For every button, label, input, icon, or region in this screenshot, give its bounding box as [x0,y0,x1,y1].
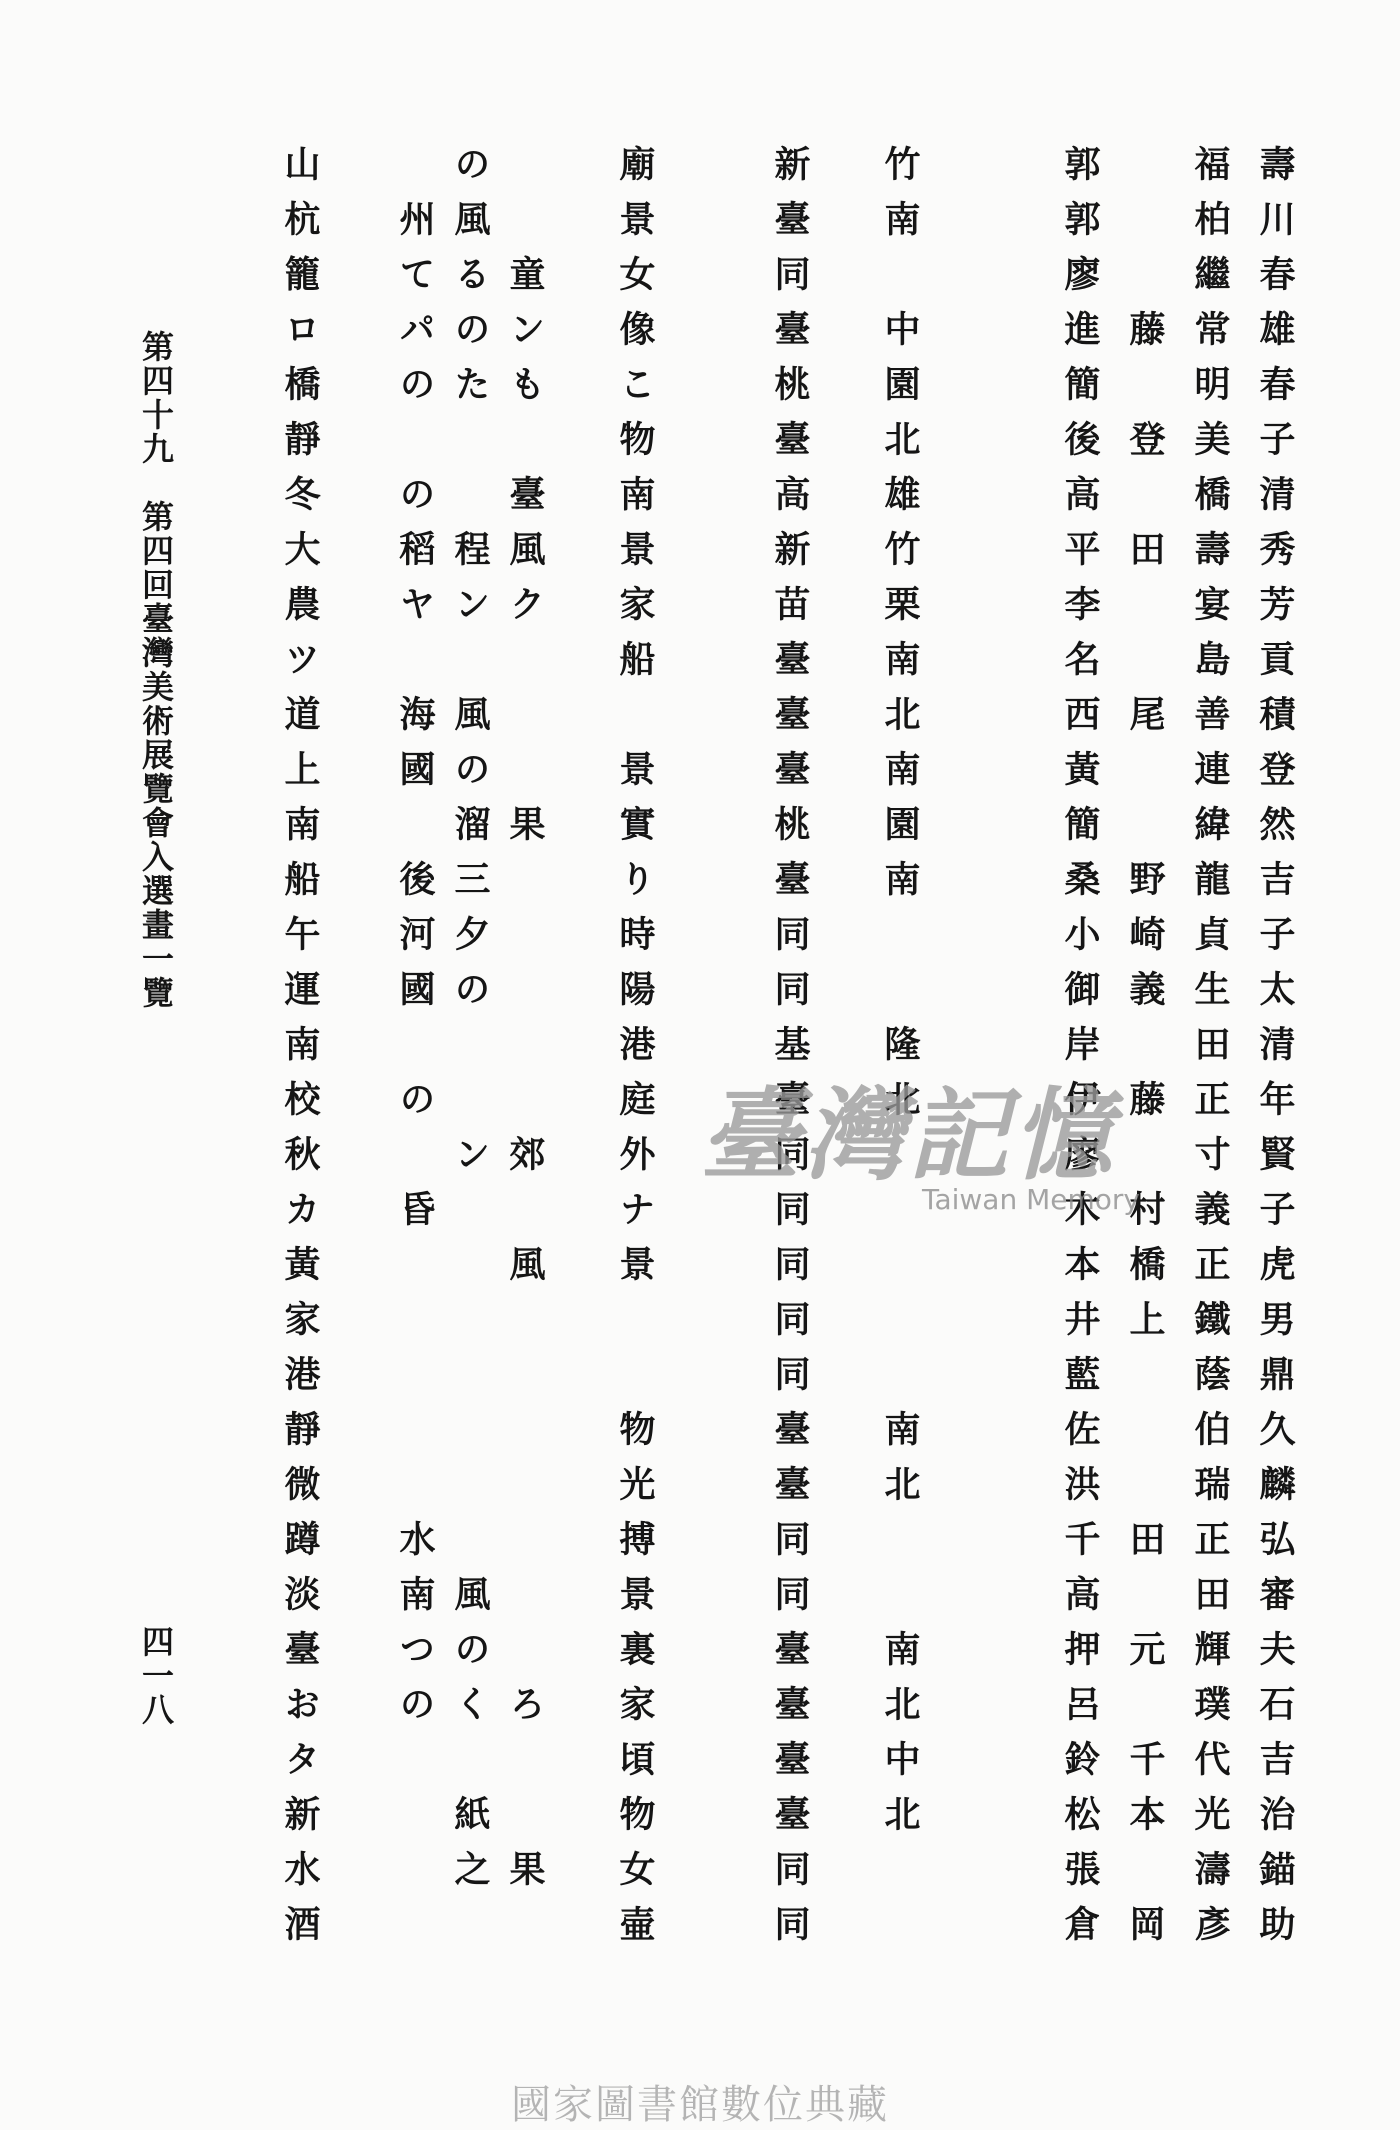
page-number: 四一八 [137,1625,175,1727]
artist-column-2: 福柏繼常明美橋壽宴島善連緯龍貞生田正寸義正鐵蔭伯瑞正田輝璞代光濤彥 [1189,145,1231,1960]
title-column-2: 童ンも 臺風ク 果 郊 風 ろ 果 [504,145,546,2015]
title-column-5: 山杭籠ロ橋靜冬大農ツ道上南船午運南校秋カ黃家港靜微蹲淡臺おタ新水酒 [279,145,321,1960]
region-column-1: 竹南 中園北雄竹栗南北南園南 隆北 南北 南北中北 [879,145,921,1960]
artist-column-1: 壽川春雄春子清秀芳貢積登然吉子太清年賢子虎男鼎久麟弘審夫石吉治錨助 [1254,145,1296,1960]
artist-column-4: 郭郭廖進簡後高平李名西黃簡桑小御岸伊廖木本井藍佐洪千高押呂鈴松張倉 [1059,145,1101,1960]
page-header: 第四十九 第四回臺灣美術展覽會入選畫一覽 [137,330,175,1010]
title-column-1: 廟景女像こ物南景家船 景實り時陽港庭外ナ景 物光搏景裏家頃物女壷 [614,145,656,1960]
watermark-chinese: 臺灣記憶 [700,1076,1116,1194]
title-column-3: の風るのた 程ン 風の溜三夕の ン 風のく 紙之 [449,145,491,1905]
library-footer: 國家圖書館數位典藏 [511,2082,889,2128]
artist-column-3: 藤 登 田 尾 野崎義 藤 村橋上 田 元 千本 岡 [1124,145,1166,1960]
watermark-english: Taiwan Memory [922,1183,1140,1216]
title-column-4: 州てパの の稻ヤ 海國 後河國 の 昏 水南つの [394,145,436,1740]
region-column-2: 新臺同臺桃臺高新苗臺臺臺桃臺同同基臺同同同同同臺臺同同臺臺臺臺同同 [769,145,811,1960]
